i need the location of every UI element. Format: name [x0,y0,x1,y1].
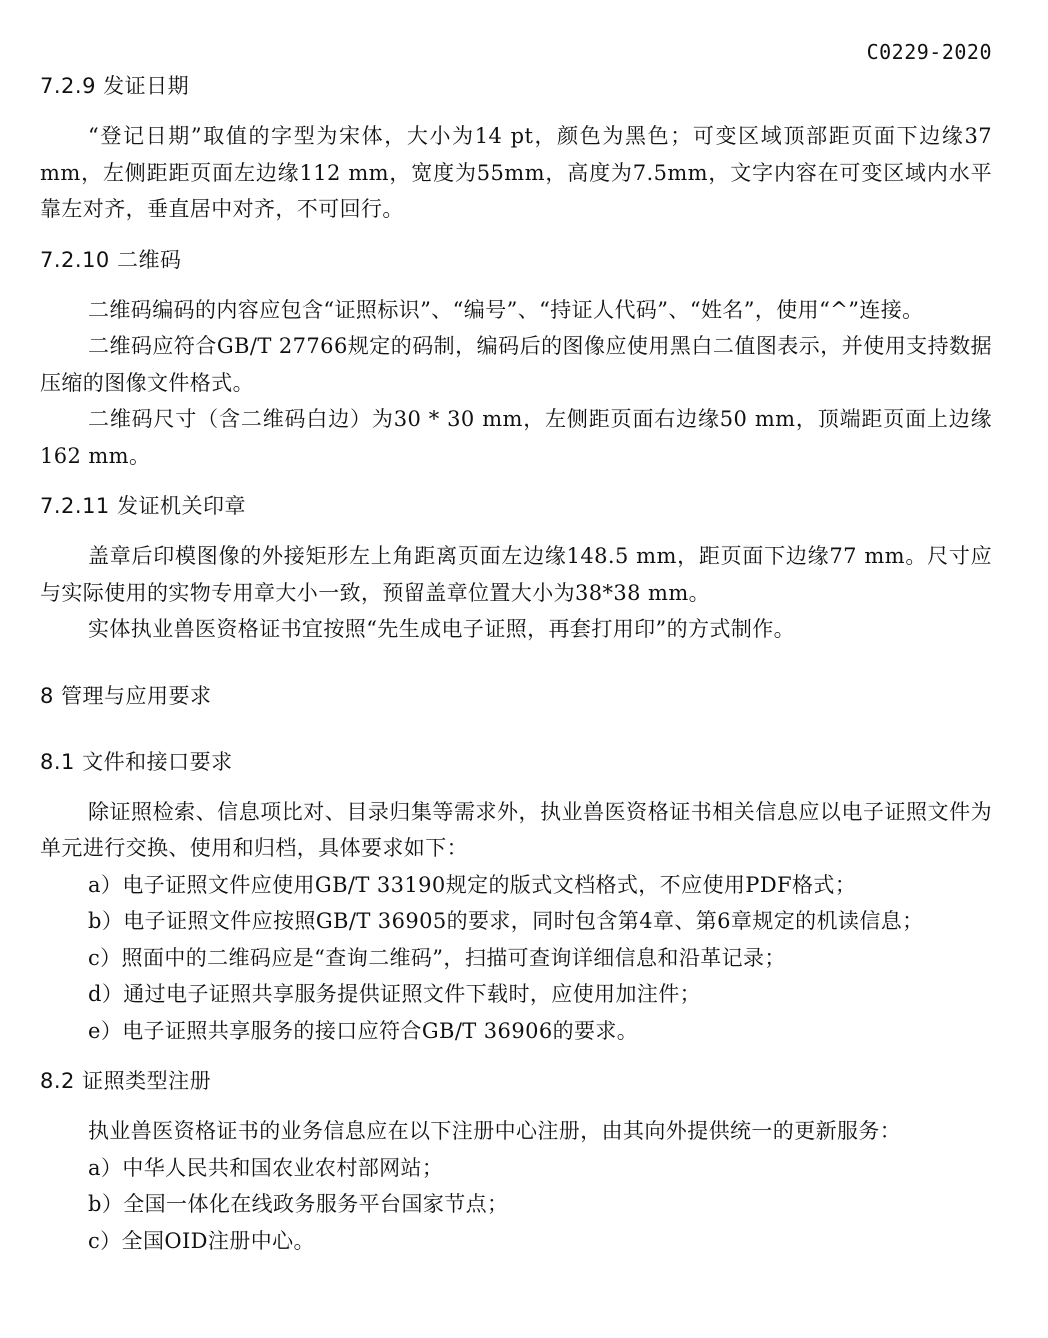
section-heading-8-1: 8.1 文件和接口要求 [40,749,233,774]
list-item: d）通过电子证照共享服务提供证照文件下载时，应使用加注件； [88,982,702,1006]
section-heading-7-2-10: 7.2.10 二维码 [40,247,182,272]
paragraph: 实体执业兽医资格证书宜按照“先生成电子证照，再套打用印”的方式制作。 [88,617,796,641]
paragraph: 执业兽医资格证书的业务信息应在以下注册中心注册，由其向外提供统一的更新服务： [88,1119,902,1143]
paragraph: 除证照检索、信息项比对、目录归集等需求外，执业兽医资格证书相关信息应以电子证照文件为单元进行交换、使用和归档，具体要求如下： [40,799,992,860]
list-item: c）全国OID注册中心。 [88,1228,315,1253]
section-heading-7-2-11: 7.2.11 发证机关印章 [40,494,246,518]
section-heading-7-2-9: 7.2.9 发证日期 [40,74,190,98]
paragraph: “登记日期”取值的字型为宋体，大小为14 pt，颜色为黑色；可变区域顶部距页面下边缘37 mm，左侧距距页面左边缘112 mm，宽度为55mm，高度为7.5mm，文字内容在可变区域内水平靠左对齐，垂直居中对齐，不可回行。 [40,124,992,221]
paragraph: 盖章后印模图像的外接矩形左上角距离页面左边缘148.5 mm，距页面下边缘77 mm。尺寸应与实际使用的实物专用章大小一致，预留盖章位置大小为38*38 mm。 [40,544,992,605]
document-body [40,68,992,1259]
list-item: c）照面中的二维码应是“查询二维码”，扫描可查询详细信息和沿革记录； [88,945,786,970]
paragraph: 二维码编码的内容应包含“证照标识”、“编号”、“持证人代码”、“姓名”，使用“^”连接。 [88,297,924,322]
list-item: e）电子证照共享服务的接口应符合GB/T 36906的要求。 [88,1018,639,1043]
section-heading-8-2: 8.2 证照类型注册 [40,1069,212,1093]
chapter-heading-8: 8 管理与应用要求 [40,683,212,708]
list-item: a）中华人民共和国农业农村部网站； [88,1155,444,1180]
document-code: C0229-2020 [866,40,992,64]
list-item: a）电子证照文件应使用GB/T 33190规定的版式文档格式，不应使用PDF格式； [88,872,857,897]
list-item: b）电子证照文件应按照GB/T 36905的要求，同时包含第4章、第6章规定的机读信息； [88,909,924,933]
paragraph: 二维码尺寸（含二维码白边）为30 * 30 mm，左侧距页面右边缘50 mm，顶端距页面上边缘162 mm。 [40,407,992,468]
list-item: b）全国一体化在线政务服务平台国家节点； [88,1192,509,1216]
paragraph: 二维码应符合GB/T 27766规定的码制，编码后的图像应使用黑白二值图表示，并使用支持数据压缩的图像文件格式。 [40,334,992,395]
